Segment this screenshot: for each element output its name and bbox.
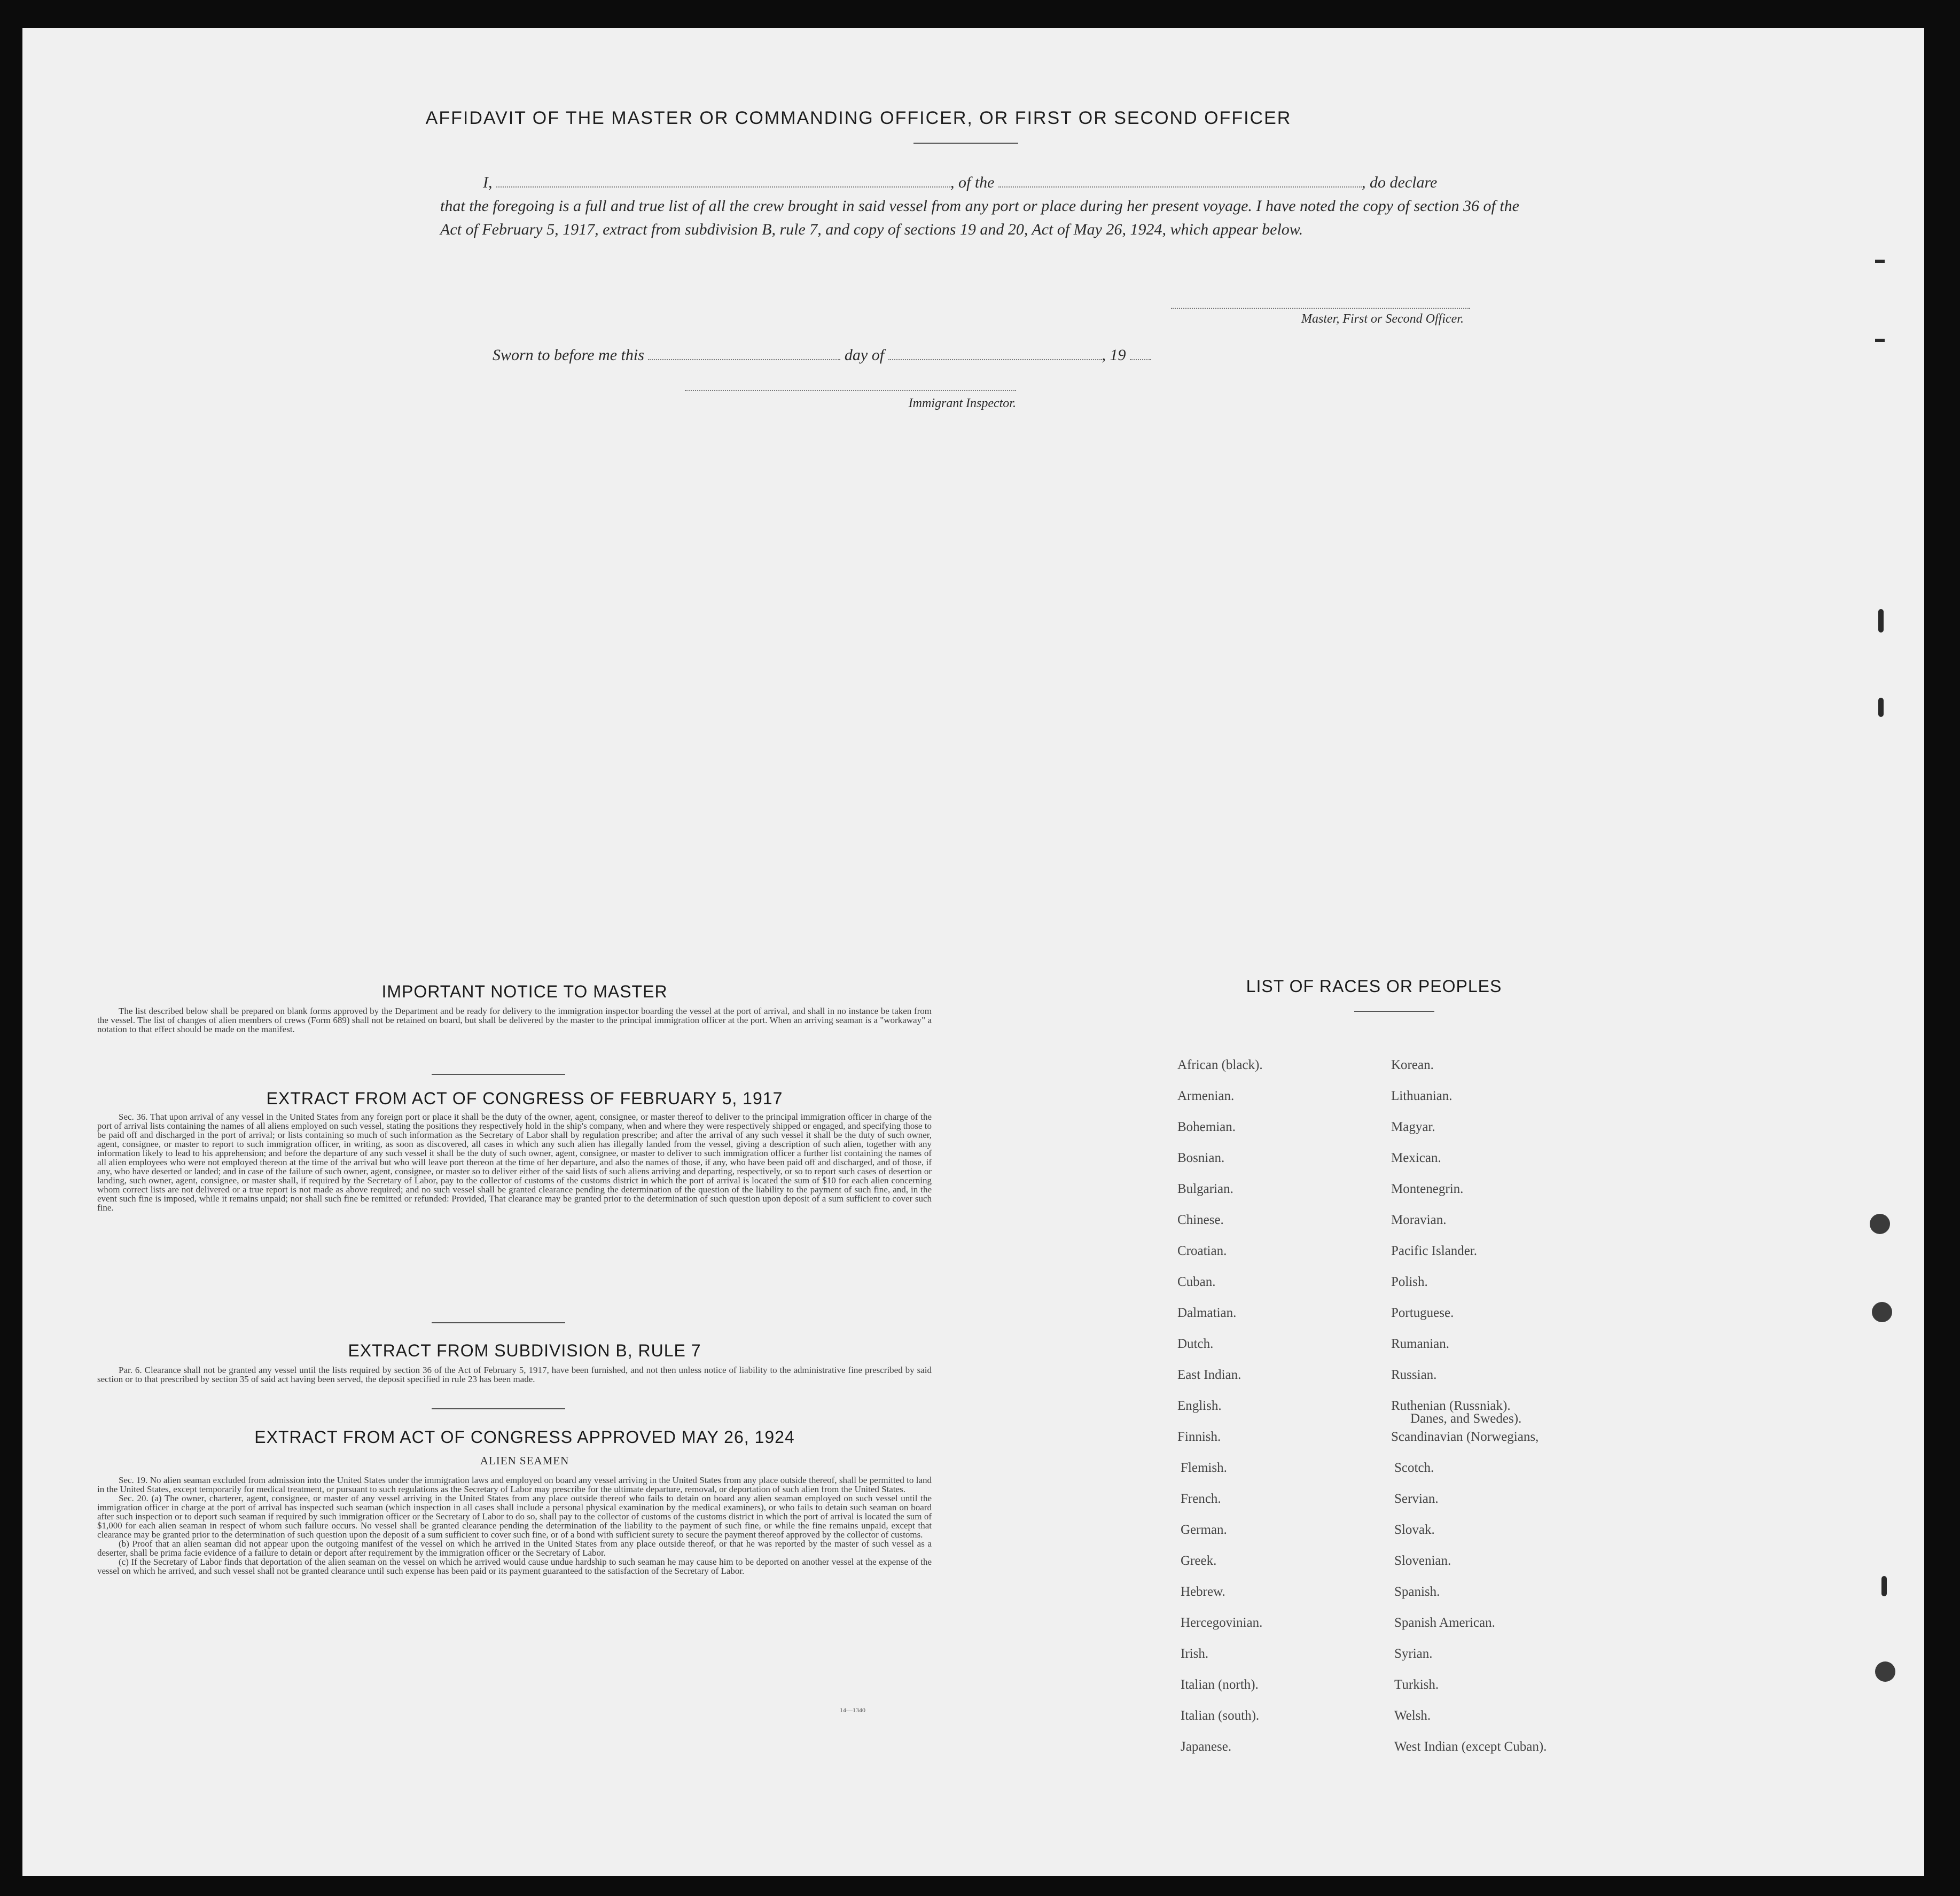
race-right-item: Portuguese. [1391, 1306, 1454, 1320]
extract-1924-title: EXTRACT FROM ACT OF CONGRESS APPROVED MAY 26, 1924 [254, 1427, 795, 1447]
race-right-item: Rumanian. [1391, 1337, 1450, 1351]
year-label: , 19 [1102, 346, 1126, 364]
race-left-item: Bohemian. [1177, 1120, 1236, 1134]
master-signature-label: Master, First or Second Officer. [1301, 312, 1464, 326]
race-left-item: French. [1181, 1492, 1221, 1506]
inspector-label: Immigrant Inspector. [908, 396, 1016, 410]
vessel-blank[interactable] [998, 175, 1362, 188]
notice-title: IMPORTANT NOTICE TO MASTER [381, 982, 668, 1001]
edge-mark [1875, 260, 1885, 263]
declaration-text: that the foregoing is a full and true list of all the crew brought in said vessel from any port or place during her present voyage. I have noted the copy of section 36 of the Act of February 5, 1917, extract from subdivision B, rule 7, and copy of sections 19 and 20, Act of May 26, 1924, which appear below. [440, 197, 1519, 238]
race-right-item: Spanish. [1394, 1585, 1440, 1599]
race-left-item: Cuban. [1177, 1275, 1216, 1289]
section-20b-paragraph: (b) Proof that an alien seaman did not appear upon the outgoing manifest of the vessel on which he arrived in the United States from any place outside thereof, or that he was reported by the master of such vessel as a deserter, shall be prima facie evidence of a failure to detain or deport after requirement by the immigration officer or the Secretary of Labor. [97, 1539, 932, 1558]
divider [432, 1322, 565, 1323]
section-36-paragraph: Sec. 36. That upon arrival of any vessel in the United States from any foreign port or place it shall be the duty of the owner, agent, consignee, or master thereof to deliver to the principal immigration officer in charge of the port of arrival lists containing the names of all aliens employed on such vessel, stating the positions they respectively hold in the ship's company, when and where they were respectively shipped or engaged, and specifying those to be paid off and discharged in the port of arrival; or lists containing so much of such information as the Secretary of Labor shall by regulation prescribe; and after the arrival of any such vessel it shall be the duty of such owner, agent, consignee, or master to report to such immigration officer, in writing, as soon as discovered, all cases in which any such alien has illegally landed from the vessel, giving a description of such alien, together with any information likely to lead to his apprehension; and before the departure of any such vessel it shall be the duty of such owner, agent, consignee, or master to deliver to such immigration officer a further list containing the names of all alien employees who were not employed thereon at the time of the arrival but who will leave port thereon at the time of her departure, and also the names of those, if any, who have been paid off and discharged, and of those, if any, who have deserted or landed; and in case of the failure of such owner, agent, consignee, or master so to deliver either of the said lists of such aliens arriving and departing, respectively, or so to report such cases of desertion or landing, such owner, agent, consignee, or master shall, if required by the Secretary of Labor, pay to the collector of customs of the customs district in which the port of arrival is located the sum of $10 for each alien concerning whom correct lists are not delivered or a true report is not made as above required; and no such vessel shall be granted clearance pending the determination of the question of the liability to the payment of such fine, and, in the event such fine is imposed, while it remains unpaid; nor shall such fine be remitted or refunded: Provided, That clearance may be granted prior to the determination of such question upon deposit of a sum sufficient to cover such fine. [97, 1112, 932, 1213]
sworn-label: Sworn to before me this [493, 346, 644, 364]
extract-rule7-text [97, 1366, 932, 1384]
section-19-paragraph: Sec. 19. No alien seaman excluded from admission into the United States under the immigration laws and employed on board any vessel arriving in the United States from any place outside thereof, shall be permitted to land in the United States, except temporarily for medical treatment, or pursuant to such regulations as the Secretary of Labor may prescribe for the ultimate departure, removal, or deportation of such alien from the United States. [97, 1475, 932, 1494]
race-left-item: Armenian. [1177, 1089, 1235, 1103]
inspector-signature-blank[interactable] [685, 385, 1016, 391]
punch-hole [1870, 1214, 1890, 1234]
affidavit-title: AFFIDAVIT OF THE MASTER OR COMMANDING OFFICER, OR FIRST OR SECOND OFFICER [425, 108, 1292, 128]
year-blank[interactable] [1130, 347, 1151, 360]
notice-paragraph: The list described below shall be prepared on blank forms approved by the Department and be ready for delivery to the immigration inspector boarding the vessel at the port of arrival, and shall in no instance be taken from the vessel. The list of changes of alien members of crews (Form 689) shall not be retained on board, but shall be delivered by the master to the principal immigration officer at the port. When an arriving seaman is a "workaway" a notation to that effect should be made on the manifest. [97, 1006, 932, 1034]
section-20a-paragraph: Sec. 20. (a) The owner, charterer, agent, consignee, or master of any vessel arriving in the United States from any place outside thereof who fails to detain on board any alien seaman employed on such vessel until the immigration officer in charge at the port of arrival has inspected such seaman (which inspection in all cases shall include a personal physical examination by the medical examiners), or who fails to detain such seaman on board after such inspection or to deport such seaman if required by such immigration officer or the Secretary of Labor to do so, shall pay to the collector of customs of the customs district in which the port of arrival is located the sum of $1,000 for each alien seaman in respect of whom such failure occurs. No vessel shall be granted clearance pending the determination of the liability to the payment of such fine, or while the fine remains unpaid, except that clearance may be granted prior to the determination of such question upon the deposit of a sum sufficient to cover such fine, or of a bond with sufficient surety to secure the payment thereof approved by the collector of customs. [97, 1493, 932, 1540]
race-right-item: Lithuanian. [1391, 1089, 1453, 1103]
divider [913, 143, 1018, 144]
inspector-signature-block [658, 385, 1016, 411]
extract-1924-text [97, 1476, 932, 1575]
race-left-item: Croatian. [1177, 1244, 1227, 1258]
race-right-item: Ruthenian (Russniak). [1391, 1399, 1511, 1413]
race-left-item: Irish. [1181, 1647, 1209, 1661]
race-right-item: Slovenian. [1394, 1554, 1451, 1568]
rule7-paragraph: Par. 6. Clearance shall not be granted any vessel until the lists required by section 36 of the Act of February 5, 1917, have been furnished, and not then unless notice of liability to the administrative fine prescribed by said section or to that prescribed by section 35 of said act having been served, the deposit specified in rule 23 has been made. [97, 1365, 932, 1384]
race-right-item: Spanish American. [1394, 1616, 1495, 1630]
race-right-item: Russian. [1391, 1368, 1437, 1382]
race-right-item: Welsh. [1394, 1708, 1431, 1723]
race-right-item: Montenegrin. [1391, 1182, 1464, 1196]
race-right-item: Pacific Islander. [1391, 1244, 1478, 1258]
race-left-item: Italian (south). [1181, 1708, 1260, 1723]
race-left-item: Dutch. [1177, 1337, 1214, 1351]
race-right-item: Syrian. [1394, 1647, 1433, 1661]
race-left-item: Chinese. [1177, 1213, 1224, 1227]
divider [432, 1074, 565, 1075]
month-blank[interactable] [888, 347, 1102, 360]
race-left-item: Japanese. [1181, 1739, 1232, 1754]
punch-hole [1875, 1661, 1895, 1682]
race-left-item: African (black). [1177, 1058, 1263, 1072]
race-right-item: Slovak. [1394, 1523, 1435, 1537]
sworn-line [493, 346, 1151, 364]
divider [432, 1408, 565, 1409]
extract-1917-title: EXTRACT FROM ACT OF CONGRESS OF FEBRUARY 5, 1917 [266, 1089, 783, 1108]
master-signature-block [1150, 300, 1470, 326]
race-right-item: Mexican. [1391, 1151, 1441, 1165]
day-of-label: day of [844, 346, 885, 364]
race-right-item: Scandinavian (Norwegians, [1391, 1430, 1539, 1444]
race-right-item: Scotch. [1394, 1461, 1434, 1475]
race-right-item: Turkish. [1394, 1677, 1439, 1692]
race-left-item: Hercegovinian. [1181, 1616, 1263, 1630]
race-continuation: Danes, and Swedes). [1410, 1411, 1522, 1426]
extract-rule7-title: EXTRACT FROM SUBDIVISION B, RULE 7 [348, 1341, 701, 1360]
race-left-item: Italian (north). [1181, 1677, 1259, 1692]
race-left-item: Bulgarian. [1177, 1182, 1233, 1196]
of-the-label: , of the [950, 174, 995, 191]
edge-mark [1878, 698, 1884, 717]
notice-text [97, 1006, 932, 1034]
name-blank[interactable] [496, 175, 950, 188]
edge-mark [1881, 1576, 1887, 1596]
do-declare-label: , do declare [1362, 174, 1438, 191]
race-left-item: Hebrew. [1181, 1585, 1225, 1599]
divider [1354, 1011, 1434, 1012]
day-blank[interactable] [648, 347, 840, 360]
race-left-item: German. [1181, 1523, 1227, 1537]
alien-seamen-subtitle: ALIEN SEAMEN [480, 1454, 569, 1467]
race-right-item: Korean. [1391, 1058, 1434, 1072]
race-right-item: West Indian (except Cuban). [1394, 1739, 1547, 1754]
race-right-item: Polish. [1391, 1275, 1428, 1289]
document-page [22, 28, 1924, 1876]
race-right-item: Moravian. [1391, 1213, 1447, 1227]
race-right-item: Magyar. [1391, 1120, 1435, 1134]
edge-mark [1878, 609, 1884, 633]
race-left-item: East Indian. [1177, 1368, 1241, 1382]
i-label: I, [483, 174, 493, 191]
race-left-item: Dalmatian. [1177, 1306, 1237, 1320]
races-title: LIST OF RACES OR PEOPLES [1246, 977, 1502, 996]
race-left-item: Finnish. [1177, 1430, 1221, 1444]
race-left-item: Bosnian. [1177, 1151, 1225, 1165]
punch-hole [1872, 1302, 1892, 1322]
extract-1917-text [97, 1112, 932, 1212]
form-number: 14—1340 [840, 1706, 865, 1714]
race-left-item: English. [1177, 1399, 1222, 1413]
race-left-item: Greek. [1181, 1554, 1217, 1568]
affidavit-declaration [440, 171, 1519, 241]
edge-mark [1875, 339, 1885, 342]
race-left-item: Flemish. [1181, 1461, 1227, 1475]
race-right-item: Servian. [1394, 1492, 1439, 1506]
master-signature-blank[interactable] [1171, 300, 1470, 309]
section-20c-paragraph: (c) If the Secretary of Labor finds that deportation of the alien seaman on the vessel on which he arrived would cause undue hardship to such seaman he may cause him to be deported on another vessel at the expense of the vessel on which he arrived, and such vessel shall not be granted clearance until such expense has been paid or its payment guaranteed to the satisfaction of the Secretary of Labor. [97, 1557, 932, 1576]
